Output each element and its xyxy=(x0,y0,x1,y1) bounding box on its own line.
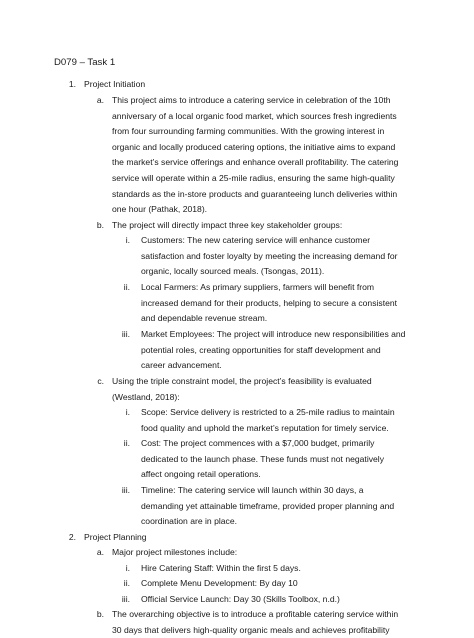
text-line: coordination are in place. xyxy=(141,516,238,527)
text-line: dedicated to the launch phase. These funds must not negatively xyxy=(141,453,385,464)
text-line: anniversary of a local organic food market, which sources fresh ingredients xyxy=(112,110,397,121)
text-line: The project will directly impact three key stakeholder groups: xyxy=(112,220,343,230)
text-line: potential roles, creating opportunities for staff development and xyxy=(141,344,381,355)
paragraph xyxy=(141,233,398,280)
text-line: organic and locally produced catering options, the initiative aims to expand xyxy=(112,141,396,152)
section-heading: Project Planning xyxy=(84,532,147,542)
paragraph xyxy=(112,374,372,405)
item-marker: iii. xyxy=(121,485,130,495)
text-line: Official Service Launch: Day 30 (Skills Toolbox, n.d.) xyxy=(141,594,340,604)
text-line: The overarching objective is to introduce a profitable catering service within xyxy=(112,609,399,619)
text-line: Using the triple constraint model, the project’s feasibility is evaluated xyxy=(112,376,372,386)
text-line: satisfaction and foster loyalty by meeting the increasing demand for xyxy=(141,250,398,261)
document-title: D079 – Task 1 xyxy=(54,57,116,68)
item-marker: i. xyxy=(125,235,130,245)
item-marker: iii. xyxy=(121,594,130,604)
text-line: Customers: The new catering service will enhance customer xyxy=(141,235,371,245)
item-marker: a. xyxy=(96,547,104,557)
text-line: Local Farmers: As primary suppliers, farmers will benefit from xyxy=(141,282,375,292)
item-marker: i. xyxy=(125,407,130,417)
item-marker: ii. xyxy=(123,578,130,588)
item-marker: i. xyxy=(125,563,130,573)
text-line: increased demand for their products, helping to secure a consistent xyxy=(141,297,398,308)
paragraph xyxy=(141,436,384,483)
paragraph xyxy=(141,483,394,530)
text-line: 30 days that delivers high-quality organic meals and achieves profitability xyxy=(112,624,390,635)
text-line: standards as the in-store products and guaranteeing lunch deliveries within xyxy=(112,188,398,199)
text-line: affect ongoing retail operations. xyxy=(141,469,261,480)
text-line: service will operate within a 25-mile radius, ensuring the same high-quality xyxy=(112,172,395,183)
item-marker: ii. xyxy=(123,282,130,292)
text-line: Scope: Service delivery is restricted to a 25-mile radius to maintain xyxy=(141,407,395,417)
item-marker: iii. xyxy=(121,329,130,339)
section-number: 2. xyxy=(68,532,76,542)
item-marker: a. xyxy=(96,95,104,105)
item-marker: b. xyxy=(96,609,104,619)
text-line: Cost: The project commences with a $7,000 budget, primarily xyxy=(141,438,375,448)
text-line: from four surrounding farming communities. With the growing interest in xyxy=(112,126,385,137)
text-line: demanding yet attainable timeframe, provided proper planning and xyxy=(141,500,395,511)
paragraph xyxy=(141,280,397,327)
text-line: organic, locally sourced meals. (Tsongas, 2011). xyxy=(141,266,325,277)
item-marker: b. xyxy=(96,220,104,230)
paragraph xyxy=(141,327,405,374)
text-line: food quality and uphold the market’s reputation for timely service. xyxy=(141,422,389,433)
text-line: Complete Menu Development: By day 10 xyxy=(141,578,298,588)
text-line: (Westland, 2018): xyxy=(112,391,180,402)
section-number: 1. xyxy=(68,79,76,89)
text-line: one hour (Pathak, 2018). xyxy=(112,204,208,215)
text-line: career advancement. xyxy=(141,360,222,371)
text-line: Timeline: The catering service will launch within 30 days, a xyxy=(141,485,364,495)
text-line: This project aims to introduce a catering service in celebration of the 10th xyxy=(112,95,391,105)
item-marker: c. xyxy=(97,376,104,386)
paragraph xyxy=(112,93,398,218)
section-heading: Project Initiation xyxy=(84,79,146,89)
paragraph xyxy=(112,607,398,638)
text-line: the market’s service offerings and enhance overall profitability. The catering xyxy=(112,157,399,168)
paragraph xyxy=(141,405,395,436)
text-line: Market Employees: The project will introduce new responsibilities and xyxy=(141,329,406,339)
text-line: Major project milestones include: xyxy=(112,547,238,557)
item-marker: ii. xyxy=(123,438,130,448)
text-line: Hire Catering Staff: Within the first 5 days. xyxy=(141,563,301,573)
text-line: and dependable revenue stream. xyxy=(141,313,268,324)
